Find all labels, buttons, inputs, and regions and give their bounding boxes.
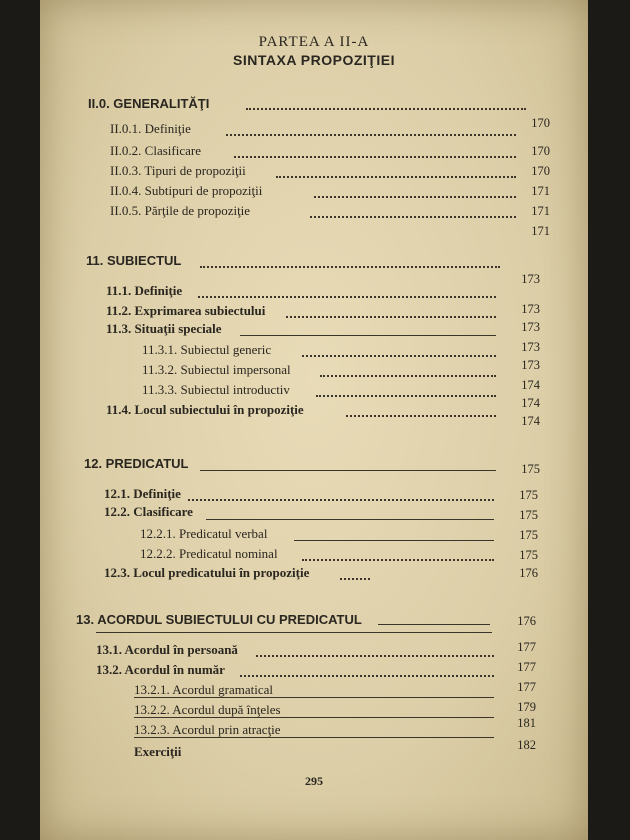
leader-line	[378, 624, 490, 625]
page-number: 175	[519, 488, 538, 502]
leader-dots	[346, 415, 496, 417]
page-number: 176	[519, 566, 538, 580]
chapter-title: 13. ACORDUL SUBIECTULUI CU PREDICATUL	[76, 612, 362, 627]
toc-entry-label: 11.2. Exprimarea subiectului	[106, 303, 266, 318]
toc-entry-label: 12.2.1. Predicatul verbal	[140, 526, 268, 541]
leader-line	[134, 717, 494, 718]
page-number: 182	[517, 738, 536, 752]
part-subtitle: SINTAXA PROPOZIŢIEI	[233, 52, 395, 68]
book-page	[40, 0, 588, 840]
page-number: 181	[517, 716, 536, 730]
page-number: 177	[517, 640, 536, 654]
leader-dots	[340, 578, 370, 580]
toc-entry-label: II.0.2. Clasificare	[110, 143, 201, 158]
page-number: 175	[519, 548, 538, 562]
chapter-title: 11. SUBIECTUL	[86, 253, 182, 268]
chapter-rule	[96, 632, 492, 633]
leader-dots	[316, 395, 496, 397]
folio-number: 295	[305, 774, 323, 788]
toc-entry-label: 12.2. Clasificare	[104, 504, 193, 519]
page-number: 173	[521, 272, 540, 286]
leader-dots	[256, 655, 494, 657]
page-number: 170	[531, 116, 550, 130]
chapter-title: 12. PREDICATUL	[84, 456, 189, 471]
leader-dots	[246, 108, 526, 110]
page-number: 173	[521, 340, 540, 354]
toc-entry-label: II.0.5. Părţile de propoziţie	[110, 203, 251, 218]
leader-dots	[200, 266, 500, 268]
leader-dots	[302, 559, 494, 561]
leader-dots	[188, 499, 494, 501]
toc-entry-label: 12.1. Definiţie	[104, 486, 181, 501]
leader-dots	[240, 675, 494, 677]
toc-entry-label: 11.3.1. Subiectul generic	[142, 342, 272, 357]
toc-entry-label: 11.3.2. Subiectul impersonal	[142, 362, 291, 377]
page-number: 177	[517, 660, 536, 674]
leader-line	[134, 697, 494, 698]
page-number: 176	[517, 614, 536, 628]
part-heading: PARTEA A II-A	[258, 34, 370, 50]
page-number: 171	[531, 184, 550, 198]
toc-entry-label: II.0.3. Tipuri de propoziţii	[110, 163, 246, 178]
leader-dots	[234, 156, 516, 158]
page-number: 173	[521, 320, 540, 334]
page-number: 175	[519, 508, 538, 522]
page-number: 173	[521, 358, 540, 372]
leader-dots	[198, 296, 496, 298]
leader-line	[200, 470, 496, 471]
toc-entry-label: 13.1. Acordul în persoană	[96, 642, 238, 657]
leader-line	[134, 737, 494, 738]
toc-entry-label: 11.3. Situaţii speciale	[106, 321, 222, 336]
page-number: 170	[531, 164, 550, 178]
toc-entry-label: 11.4. Locul subiectului în propoziţie	[106, 402, 304, 417]
leader-dots	[302, 355, 496, 357]
toc-entry-label: 11.3.3. Subiectul introductiv	[142, 382, 290, 397]
page-number: 179	[517, 700, 536, 714]
page-number: 175	[519, 528, 538, 542]
leader-dots	[314, 196, 516, 198]
leader-line	[206, 519, 494, 520]
leader-dots	[226, 134, 516, 136]
toc-entry-label: Exerciţii	[134, 744, 182, 759]
page-number: 171	[531, 224, 550, 238]
page-number: 171	[531, 204, 550, 218]
page-number: 174	[521, 396, 540, 410]
page-number: 174	[521, 378, 540, 392]
toc-entry-label: II.0.1. Definiţie	[110, 121, 191, 136]
toc-entry-label: 12.3. Locul predicatului în propoziţie	[104, 565, 310, 580]
toc-entry-label: 11.1. Definiţie	[106, 283, 183, 298]
toc-entry-label: II.0.4. Subtipuri de propoziţii	[110, 183, 263, 198]
page-number: 174	[521, 414, 540, 428]
leader-dots	[276, 176, 516, 178]
chapter-title: II.0. GENERALITĂŢI	[88, 96, 210, 111]
page-number: 170	[531, 144, 550, 158]
page-number: 177	[517, 680, 536, 694]
leader-line	[240, 335, 496, 336]
page-number: 175	[521, 462, 540, 476]
toc-entry-label: 13.2.2. Acordul după înţeles	[134, 702, 281, 717]
leader-dots	[286, 316, 496, 318]
toc-entry-label: 12.2.2. Predicatul nominal	[140, 546, 278, 561]
toc-entry-label: 13.2. Acordul în număr	[96, 662, 225, 677]
toc-entry-label: 13.2.1. Acordul gramatical	[134, 682, 273, 697]
page-number: 173	[521, 302, 540, 316]
leader-line	[294, 540, 494, 541]
leader-dots	[320, 375, 496, 377]
toc-entry-label: 13.2.3. Acordul prin atracţie	[134, 722, 281, 737]
leader-dots	[310, 216, 516, 218]
